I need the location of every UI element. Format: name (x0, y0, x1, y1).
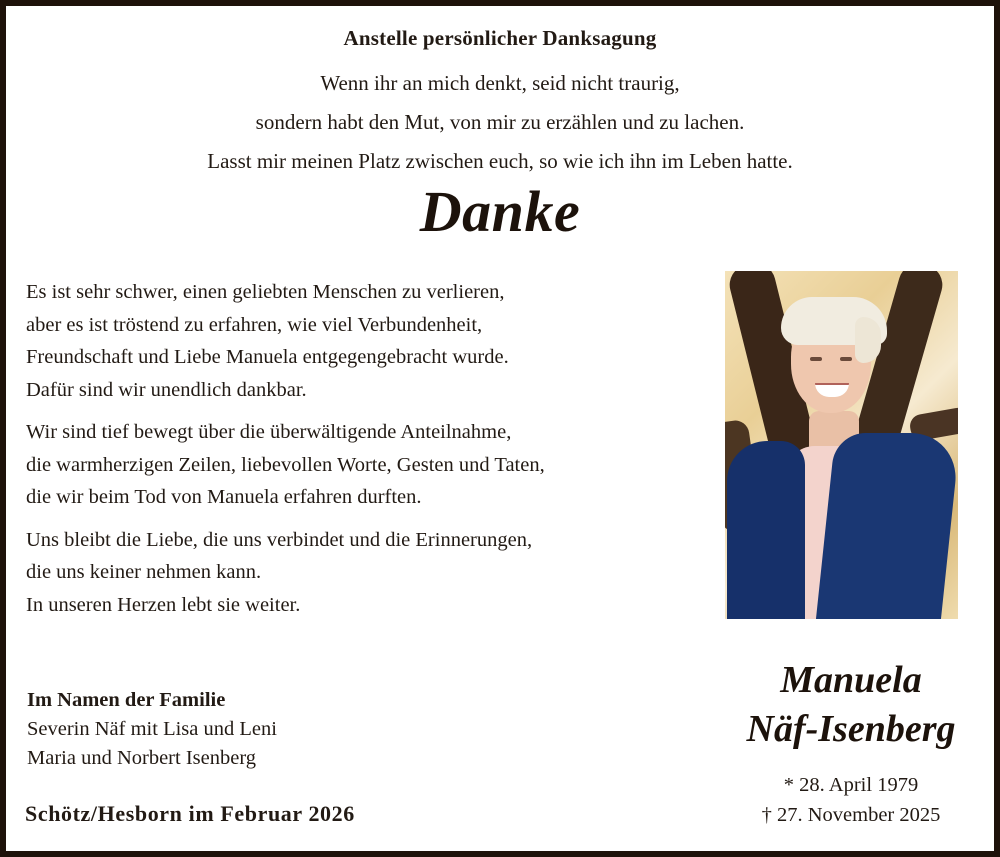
text-line: die uns keiner nehmen kann. (26, 561, 262, 583)
text-line: In unseren Herzen lebt sie weiter. (26, 593, 301, 616)
text-line: aber es ist tröstend zu erfahren, wie viel Verbundenheit, (26, 313, 483, 336)
text-line: Dafür sind wir unendlich dankbar. (26, 378, 307, 401)
eye-right (840, 357, 852, 361)
poem-line: Lasst mir meinen Platz zwischen euch, so wie ich ihn im Leben hatte. (207, 149, 793, 173)
birth-date: * 28. April 1979 (783, 774, 919, 796)
paragraph (26, 416, 716, 514)
title-danke: Danke (419, 179, 581, 244)
family-signature (27, 686, 447, 773)
family-member: Severin Näf mit Lisa und Leni (27, 718, 277, 740)
cardigan-left (727, 441, 805, 619)
text-line: die wir beim Tod von Manuela erfahren durften. (26, 486, 422, 508)
text-line: Uns bleibt die Liebe, die uns verbindet und die Erinnerungen, (26, 528, 533, 551)
poem (6, 64, 994, 181)
eye-left (810, 357, 822, 361)
text-line: die warmherzigen Zeilen, liebevollen Worte, Gesten und Taten, (26, 453, 545, 476)
body-text (26, 276, 716, 631)
death-date: † 27. November 2025 (761, 804, 941, 826)
cardigan-right (814, 433, 958, 619)
hair-side (855, 317, 881, 363)
deceased-last-name: Näf-Isenberg (746, 708, 956, 750)
deceased-first-name: Manuela (780, 659, 922, 701)
paragraph (26, 276, 716, 406)
text-line: Wir sind tief bewegt über die überwältigende Anteilnahme, (26, 421, 512, 443)
text-line: Freundschaft und Liebe Manuela entgegengebracht wurde. (26, 346, 509, 368)
family-label: Im Namen der Familie (27, 689, 226, 711)
text-line: Es ist sehr schwer, einen geliebten Menschen zu verlieren, (26, 281, 505, 303)
poem-line: sondern habt den Mut, von mir zu erzählen und zu lachen. (255, 110, 745, 134)
portrait-photo (725, 271, 958, 619)
heading: Anstelle persönlicher Danksagung (343, 26, 657, 50)
poem-line: Wenn ihr an mich denkt, seid nicht traurig, (320, 71, 680, 95)
place-date: Schötz/Hesborn im Februar 2026 (25, 801, 355, 826)
paragraph (26, 524, 716, 622)
family-member: Maria und Norbert Isenberg (27, 747, 257, 769)
life-dates (706, 770, 996, 830)
